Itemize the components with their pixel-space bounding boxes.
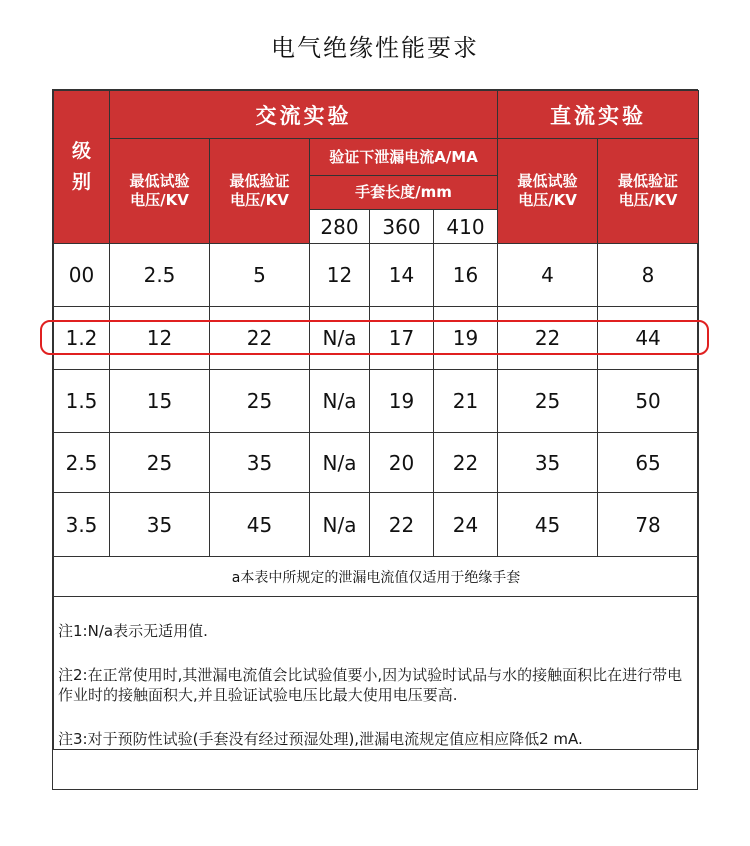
length-360: 360 <box>370 210 434 244</box>
cell-leak-280: N/a <box>310 307 370 370</box>
note-1: 注1:N/a表示无适用值. <box>58 622 208 640</box>
notes-section <box>54 597 699 750</box>
cell-dc-test: 4 <box>498 244 598 307</box>
ac-min-test-voltage-header <box>110 139 210 244</box>
cell-dc-test: 35 <box>498 433 598 493</box>
cell-dc-verify: 44 <box>598 307 699 370</box>
header-line: 最低试验 <box>517 172 578 190</box>
cell-leak-360: 19 <box>370 370 434 433</box>
cell-ac-test: 2.5 <box>110 244 210 307</box>
cell-leak-360: 17 <box>370 307 434 370</box>
table-row <box>54 370 699 433</box>
cell-ac-verify: 5 <box>210 244 310 307</box>
cell-leak-410: 16 <box>434 244 498 307</box>
cell-dc-test: 25 <box>498 370 598 433</box>
cell-leak-410: 21 <box>434 370 498 433</box>
cell-leak-410: 22 <box>434 433 498 493</box>
cell-dc-test: 45 <box>498 493 598 557</box>
cell-leak-360: 14 <box>370 244 434 307</box>
highlight-circle <box>40 320 709 355</box>
header-line: 电压/KV <box>230 191 289 209</box>
cell-dc-test: 22 <box>498 307 598 370</box>
length-280: 280 <box>310 210 370 244</box>
cell-leak-410: 24 <box>434 493 498 557</box>
dc-test-header: 直流实验 <box>498 91 699 139</box>
page-title: 电气绝缘性能要求 <box>271 34 479 62</box>
cell-ac-verify: 45 <box>210 493 310 557</box>
cell-dc-verify: 50 <box>598 370 699 433</box>
insulation-table <box>53 90 699 750</box>
cell-ac-verify: 25 <box>210 370 310 433</box>
header-line: 电压/KV <box>130 191 189 209</box>
header-line: 最低验证 <box>229 172 290 190</box>
cell-ac-test: 12 <box>110 307 210 370</box>
ac-min-verify-voltage-header <box>210 139 310 244</box>
level-header <box>54 91 110 244</box>
dc-min-test-voltage-header <box>498 139 598 244</box>
footnote: a本表中所规定的泄漏电流值仅适用于绝缘手套 <box>54 557 699 597</box>
length-410: 410 <box>434 210 498 244</box>
cell-level: 2.5 <box>54 433 110 493</box>
level-header-line1: 级 <box>71 140 91 162</box>
insulation-table-container <box>52 89 698 790</box>
cell-ac-test: 35 <box>110 493 210 557</box>
cell-dc-verify: 8 <box>598 244 699 307</box>
cell-dc-verify: 65 <box>598 433 699 493</box>
note-3: 注3:对于预防性试验(手套没有经过预湿处理),泄漏电流规定值应相应降低2 mA. <box>58 730 583 748</box>
cell-level: 1.2 <box>54 307 110 370</box>
cell-leak-360: 20 <box>370 433 434 493</box>
cell-leak-280: N/a <box>310 493 370 557</box>
table-row <box>54 433 699 493</box>
header-line: 电压/KV <box>518 191 577 209</box>
cell-ac-verify: 22 <box>210 307 310 370</box>
table-row <box>54 244 699 307</box>
dc-min-verify-voltage-header <box>598 139 699 244</box>
leakage-current-header: 验证下泄漏电流A/MA <box>310 139 498 176</box>
header-line: 最低试验 <box>129 172 190 190</box>
cell-ac-test: 25 <box>110 433 210 493</box>
cell-dc-verify: 78 <box>598 493 699 557</box>
header-line: 最低验证 <box>618 172 679 190</box>
table-row <box>54 493 699 557</box>
cell-leak-410: 19 <box>434 307 498 370</box>
cell-ac-test: 15 <box>110 370 210 433</box>
note-2: 注2:在正常使用时,其泄漏电流值会比试验值要小,因为试验时试品与水的接触面积比在进行带电作业时的接触面积大,并且验证试验电压比最大使用电压要高. <box>58 666 683 704</box>
ac-test-header: 交流实验 <box>110 91 498 139</box>
cell-leak-280: N/a <box>310 433 370 493</box>
cell-ac-verify: 35 <box>210 433 310 493</box>
glove-length-header: 手套长度/mm <box>310 176 498 210</box>
cell-level: 1.5 <box>54 370 110 433</box>
cell-level: 3.5 <box>54 493 110 557</box>
level-header-line2: 别 <box>71 171 91 193</box>
cell-leak-280: 12 <box>310 244 370 307</box>
cell-level: 00 <box>54 244 110 307</box>
cell-leak-280: N/a <box>310 370 370 433</box>
cell-leak-360: 22 <box>370 493 434 557</box>
header-line: 电压/KV <box>618 191 678 209</box>
